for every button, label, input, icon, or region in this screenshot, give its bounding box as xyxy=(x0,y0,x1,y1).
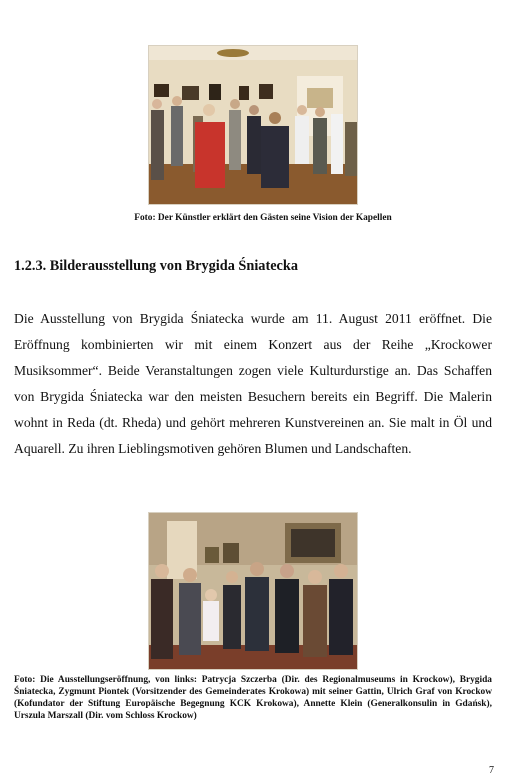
page-number: 7 xyxy=(489,765,494,776)
section-heading: 1.2.3. Bilderausstellung von Brygida Śniatecka xyxy=(14,258,298,274)
photo-caption: Foto: Der Künstler erklärt den Gästen seine Vision der Kapellen xyxy=(134,213,392,223)
body-paragraph: Die Ausstellung von Brygida Śniatecka wurde am 11. August 2011 eröffnet. Die Eröffnung kombinierten wir mit einem Konzert aus der Reihe „Krockower Musiksommer“. Beide Veranstaltungen zogen viele Kulturdurstige an. Das Schaffen von Brygida Śniatecka war den meisten Besuchern bereits ein Begriff. Die Malerin wohnt in Reda (dt. Rheda) und gehört mehreren Kunstvereinen an. Sie malt in Öl und Aquarell. Zu ihren Lieblingsmotiven gehören Blumen und Landschaften. xyxy=(14,311,492,457)
exhibition-opening-photo xyxy=(148,512,358,670)
photo-caption: Foto: Die Ausstellungseröffnung, von links: Patrycja Szczerba (Dir. des Regionalmuseums in Krockow), Brygida Śniatecka, Zygmunt Piontek (Vorsitzender des Gemeinderates Krokowa) mit seiner Gattin, Ulrich Graf von Krockow (Kofundator der Stiftung Europäische Begegnung KCK Krokowa), Annette Klein (Generalkonsulin in Gdańsk), Urszula Marszall (Dir. vom Schloss Krockow) xyxy=(14,675,492,721)
gallery-photo xyxy=(148,45,358,205)
